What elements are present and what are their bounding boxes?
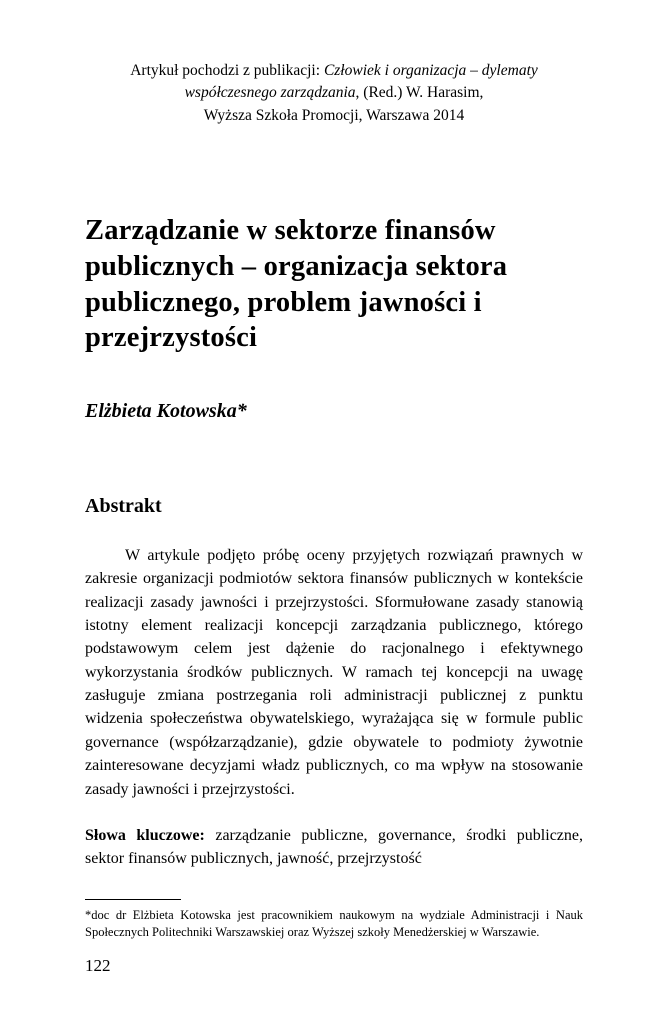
publication-note	[99, 60, 569, 127]
publication-note-prefix: Artykuł pochodzi z publikacji:	[130, 62, 324, 79]
keywords-label: Słowa kluczowe:	[85, 826, 205, 844]
keywords-paragraph	[85, 824, 583, 871]
publication-publisher-line: Wyższa Szkoła Promocji, Warszawa 2014	[203, 106, 465, 124]
page-number: 122	[85, 956, 111, 975]
abstract-heading: Abstrakt	[85, 494, 162, 517]
abstract-body: W artykule podjęto próbę oceny przyjętych rozwiązań prawnych w zakresie organizacji podmiotów sektora finansów publicznych w kontekście realizacji zasady jawności i przejrzystości. Sformułowane zasady stanowią istotny element realizacji koncepcji zarządzania publicznego, którego podstawowym celem jest dążenie do racjonalnego i efektywnego wykorzystania środków publicznych. W ramach tej koncepcji na uwagę zasługuje zmiana postrzegania roli administracji publicznej z punktu widzenia społeczeństwa obywatelskiego, wyrażająca się w formule public governance (współzarządzanie), gdzie obywatele to podmioty żywotnie zainteresowane decyzjami władz publicznych, co ma wpływ na stosowanie zasady jawności i przejrzystości.	[85, 546, 583, 798]
footnote-separator-rule	[85, 899, 181, 900]
article-author: Elżbieta Kotowska*	[85, 399, 247, 422]
page-footer	[85, 899, 583, 977]
publication-title-italic: Człowiek i organizacja – dylematy współczesnego zarządzania	[184, 62, 538, 102]
publication-editors: , (Red.) W. Harasim,	[355, 84, 484, 102]
keywords-text: zarządzanie publiczne, governance, środki publiczne, sektor finansów publicznych, jawność, przejrzystość	[85, 826, 584, 868]
article-title: Zarządzanie w sektorze finansów publicznych – organizacja sektora publicznego, problem jawności i przejrzystości	[85, 215, 508, 354]
footnote-text: *doc dr Elżbieta Kotowska jest pracownikiem naukowym na wydziale Administracji i Nauk Społecznych Politechniki Warszawskiej oraz Wyższej szkoły Menedżerskiej w Warszawie.	[85, 907, 583, 939]
